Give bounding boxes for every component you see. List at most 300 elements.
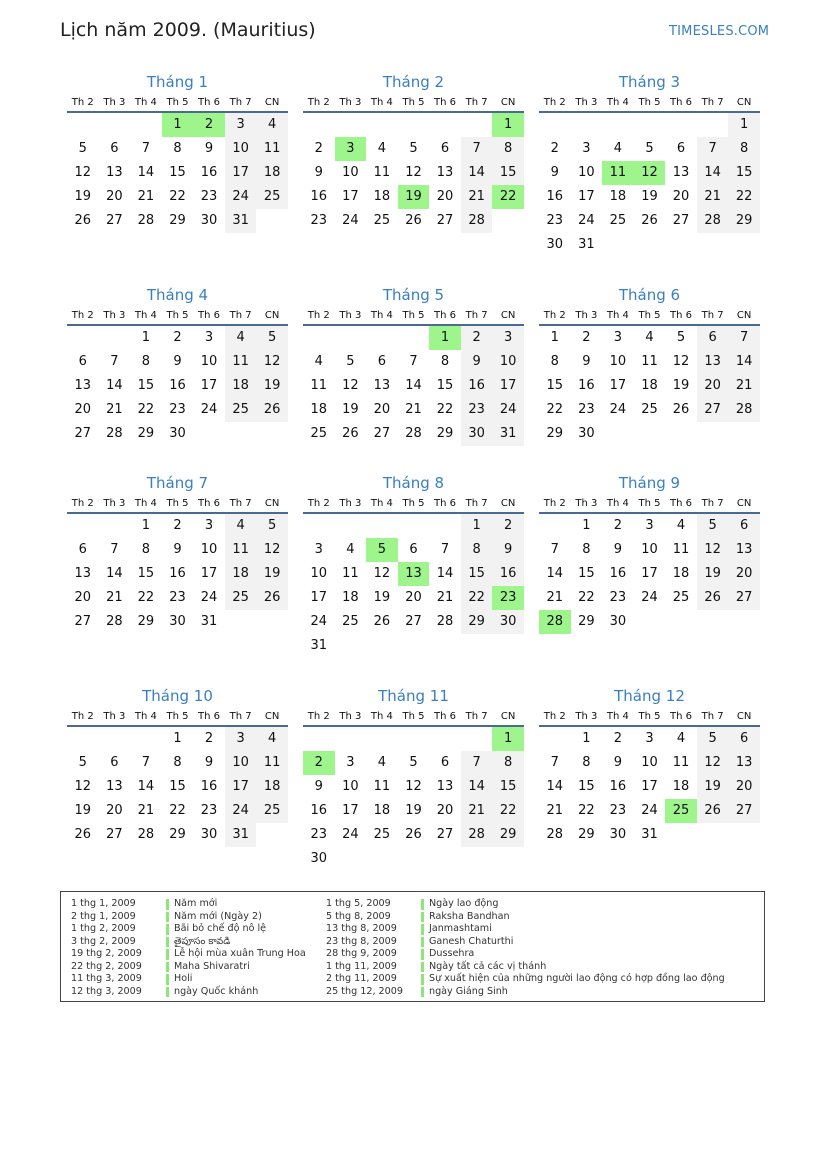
day-cell: 7	[141, 755, 151, 770]
empty-cell	[67, 727, 99, 751]
day-cell: 15	[169, 779, 186, 794]
day-cell: 26	[342, 426, 359, 441]
holiday-name: ngày Giáng Sinh	[429, 985, 508, 997]
day-cell: 22	[436, 402, 454, 417]
day-cell: 16	[578, 378, 595, 393]
day-cell: 17	[200, 378, 218, 393]
weekday-label: Th 7	[465, 97, 488, 108]
weekday-label: Th 5	[402, 711, 425, 722]
day-cell: 8	[550, 354, 559, 369]
weekday-label: Th 2	[307, 310, 330, 321]
day-cell: 10	[310, 566, 328, 581]
holiday-day-cell: 5	[366, 538, 398, 562]
weekday-label: Th 7	[701, 498, 724, 509]
weekday-label: Th 7	[701, 310, 724, 321]
day-cell: 7	[550, 755, 559, 770]
weekday-header	[303, 709, 524, 727]
day-cell: 15	[578, 566, 595, 581]
day-cell: 18	[310, 402, 328, 417]
day-grid	[67, 326, 288, 446]
day-cell: 6	[110, 755, 119, 770]
day-grid	[539, 727, 760, 847]
day-cell: 18	[256, 775, 288, 799]
day-grid	[67, 113, 288, 233]
day-cell: 28	[546, 827, 564, 842]
weekday-label: Th 2	[71, 711, 94, 722]
day-cell: 15	[137, 566, 155, 581]
weekday-label: Th 5	[638, 711, 661, 722]
month-title: Tháng 4	[146, 286, 209, 304]
day-cell: 21	[405, 402, 422, 417]
weekday-label: Th 6	[198, 498, 221, 509]
day-cell: 27	[373, 426, 391, 441]
weekday-label: Th 4	[370, 498, 393, 509]
day-cell: 17	[342, 189, 359, 204]
day-cell: 29	[492, 823, 524, 847]
weekday-label: CN	[500, 498, 516, 509]
day-cell: 5	[346, 354, 355, 369]
weekday-label: Th 2	[543, 711, 566, 722]
holiday-entry	[326, 948, 725, 961]
weekday-label: CN	[264, 711, 280, 722]
day-cell: 4	[613, 141, 623, 156]
day-cell: 16	[169, 566, 186, 581]
day-cell: 23	[169, 402, 186, 417]
holiday-day-cell: 28	[539, 610, 571, 634]
day-cell: 14	[546, 779, 564, 794]
day-cell: 14	[137, 165, 155, 180]
day-cell: 14	[405, 378, 422, 393]
empty-cell	[335, 326, 367, 350]
day-cell: 21	[728, 374, 760, 398]
weekday-label: Th 3	[103, 498, 126, 509]
day-cell: 2	[173, 330, 182, 345]
day-cell: 25	[672, 590, 690, 605]
day-cell: 2	[492, 514, 524, 538]
day-cell: 4	[256, 727, 288, 751]
weekday-label: Th 5	[166, 97, 189, 108]
day-cell: 13	[728, 538, 760, 562]
weekday-label: Th 7	[229, 498, 252, 509]
weekday-label: CN	[500, 97, 516, 108]
day-cell: 14	[106, 378, 123, 393]
holiday-day-cell: 12	[634, 161, 666, 185]
empty-cell	[130, 727, 162, 751]
day-cell: 5	[676, 330, 686, 345]
holiday-name: తైపూసం కావడి	[174, 935, 231, 947]
day-cell: 12	[672, 354, 690, 369]
day-cell: 19	[405, 803, 422, 818]
holiday-date: 28 thg 9, 2009	[326, 948, 397, 959]
day-cell: 17	[578, 189, 595, 204]
day-cell: 24	[342, 213, 359, 228]
day-cell: 22	[137, 590, 155, 605]
day-cell: 18	[342, 590, 359, 605]
day-cell: 11	[672, 542, 690, 557]
day-cell: 17	[609, 378, 627, 393]
day-cell: 1	[461, 514, 493, 538]
day-cell: 2	[613, 731, 623, 746]
day-cell: 4	[676, 731, 686, 746]
day-cell: 17	[200, 566, 218, 581]
day-cell: 19	[697, 562, 729, 586]
weekday-label: Th 2	[543, 97, 566, 108]
day-cell: 9	[204, 141, 214, 156]
day-cell: 30	[200, 827, 218, 842]
day-cell: 10	[492, 350, 524, 374]
holiday-day-cell: 22	[492, 185, 524, 209]
day-cell: 12	[405, 779, 422, 794]
day-cell: 5	[78, 141, 87, 156]
day-cell: 2	[613, 518, 623, 533]
day-cell: 14	[546, 566, 564, 581]
day-cell: 18	[609, 189, 627, 204]
day-cell: 20	[728, 775, 760, 799]
day-cell: 3	[346, 755, 355, 770]
day-cell: 28	[728, 398, 760, 422]
holiday-date: 25 thg 12, 2009	[326, 985, 403, 997]
holiday-list-left	[71, 898, 306, 998]
day-cell: 23	[310, 213, 328, 228]
day-cell: 17	[310, 590, 328, 605]
day-cell: 1	[550, 330, 559, 345]
day-cell: 9	[314, 779, 323, 794]
day-cell: 24	[342, 827, 359, 842]
day-cell: 1	[582, 518, 591, 533]
day-cell: 19	[74, 803, 92, 818]
empty-cell	[429, 727, 461, 751]
holiday-day-cell: 2	[193, 113, 225, 137]
month-title: Tháng 12	[614, 687, 685, 705]
day-cell: 10	[342, 779, 359, 794]
day-cell: 7	[697, 137, 729, 161]
weekday-label: Th 6	[198, 711, 221, 722]
day-cell: 20	[672, 189, 690, 204]
day-cell: 10	[609, 354, 627, 369]
day-cell: 12	[74, 165, 92, 180]
day-cell: 20	[106, 803, 123, 818]
weekday-label: Th 2	[307, 498, 330, 509]
day-cell: 28	[697, 209, 729, 233]
month-12	[539, 686, 760, 847]
holiday-marker-icon	[166, 899, 169, 910]
holiday-marker-icon	[166, 924, 169, 935]
month-title: Tháng 9	[618, 474, 681, 492]
day-cell: 31	[225, 209, 257, 233]
empty-cell	[634, 113, 666, 137]
holiday-date: 23 thg 8, 2009	[326, 935, 397, 947]
day-cell: 14	[436, 566, 454, 581]
holiday-entry	[71, 923, 306, 936]
day-cell: 10	[225, 751, 257, 775]
day-cell: 31	[578, 237, 595, 252]
day-cell: 28	[137, 213, 155, 228]
month-title: Tháng 6	[618, 286, 681, 304]
weekday-label: Th 5	[638, 310, 661, 321]
holiday-date: 1 thg 11, 2009	[326, 960, 397, 972]
weekday-label: Th 4	[606, 97, 629, 108]
day-cell: 15	[546, 378, 564, 393]
holiday-entry	[326, 986, 725, 999]
holiday-marker-icon	[421, 899, 424, 910]
day-cell: 24	[578, 213, 595, 228]
holiday-entry	[71, 936, 306, 949]
day-cell: 3	[225, 113, 257, 137]
day-cell: 6	[78, 542, 87, 557]
day-cell: 5	[256, 514, 288, 538]
day-cell: 20	[697, 374, 729, 398]
day-cell: 27	[106, 827, 123, 842]
day-cell: 8	[173, 755, 182, 770]
day-cell: 19	[641, 189, 658, 204]
holiday-entry	[326, 961, 725, 974]
day-cell: 4	[377, 755, 387, 770]
day-cell: 2	[550, 141, 559, 156]
month-5	[303, 285, 524, 446]
weekday-label: Th 5	[166, 498, 189, 509]
day-cell: 9	[173, 542, 182, 557]
day-cell: 29	[578, 614, 595, 629]
holiday-entry	[71, 961, 306, 974]
holiday-name: Năm mới	[174, 898, 218, 909]
holiday-marker-icon	[166, 912, 169, 923]
holiday-date: 2 thg 11, 2009	[326, 973, 397, 984]
day-cell: 11	[641, 354, 658, 369]
day-cell: 16	[310, 803, 328, 818]
day-cell: 12	[405, 165, 422, 180]
holiday-name: Ngày tất cả các vị thánh	[429, 960, 547, 972]
day-cell: 23	[546, 213, 564, 228]
empty-cell	[99, 514, 131, 538]
day-grid	[67, 514, 288, 634]
day-cell: 16	[200, 165, 218, 180]
day-cell: 29	[169, 213, 186, 228]
day-cell: 5	[697, 514, 729, 538]
holiday-marker-icon	[421, 987, 424, 998]
day-cell: 15	[436, 378, 454, 393]
day-cell: 25	[225, 586, 257, 610]
day-cell: 29	[137, 614, 155, 629]
day-cell: 22	[492, 799, 524, 823]
day-cell: 20	[106, 189, 123, 204]
day-cell: 5	[697, 727, 729, 751]
holiday-date: 22 thg 2, 2009	[71, 960, 142, 972]
weekday-label: Th 7	[229, 97, 252, 108]
day-cell: 5	[409, 141, 418, 156]
holiday-marker-icon	[421, 962, 424, 973]
weekday-label: Th 4	[370, 310, 393, 321]
weekday-label: CN	[500, 310, 516, 321]
day-cell: 31	[310, 638, 328, 653]
day-cell: 20	[373, 402, 391, 417]
day-cell: 20	[436, 803, 454, 818]
day-cell: 13	[436, 779, 454, 794]
day-cell: 30	[546, 237, 564, 252]
holiday-day-cell: 11	[602, 161, 634, 185]
day-cell: 18	[641, 378, 658, 393]
day-cell: 11	[225, 538, 257, 562]
day-cell: 7	[141, 141, 151, 156]
day-cell: 28	[436, 614, 454, 629]
weekday-label: Th 5	[638, 97, 661, 108]
weekday-label: Th 5	[402, 310, 425, 321]
day-cell: 8	[141, 542, 151, 557]
day-cell: 9	[613, 755, 623, 770]
empty-cell	[130, 113, 162, 137]
day-cell: 20	[728, 562, 760, 586]
weekday-label: Th 6	[670, 711, 693, 722]
day-cell: 27	[728, 799, 760, 823]
day-cell: 17	[225, 775, 257, 799]
day-cell: 19	[373, 590, 391, 605]
day-cell: 1	[582, 731, 591, 746]
weekday-label: Th 6	[198, 97, 221, 108]
day-cell: 6	[728, 727, 760, 751]
holiday-date: 3 thg 2, 2009	[71, 935, 136, 947]
empty-cell	[398, 514, 430, 538]
day-cell: 18	[225, 374, 257, 398]
weekday-label: Th 7	[465, 711, 488, 722]
day-cell: 26	[373, 614, 391, 629]
weekday-label: Th 4	[370, 97, 393, 108]
day-cell: 31	[200, 614, 218, 629]
day-cell: 30	[310, 851, 328, 866]
day-cell: 3	[204, 518, 214, 533]
day-cell: 24	[641, 803, 658, 818]
weekday-label: CN	[264, 97, 280, 108]
day-cell: 9	[492, 538, 524, 562]
empty-cell	[398, 113, 430, 137]
day-cell: 7	[440, 542, 450, 557]
day-cell: 27	[74, 426, 92, 441]
day-cell: 17	[492, 374, 524, 398]
day-cell: 6	[440, 141, 450, 156]
day-cell: 1	[141, 518, 151, 533]
weekday-header	[539, 496, 760, 514]
empty-cell	[67, 113, 99, 137]
day-cell: 10	[225, 137, 257, 161]
empty-cell	[99, 326, 131, 350]
empty-cell	[303, 326, 335, 350]
day-cell: 5	[256, 326, 288, 350]
day-cell: 16	[609, 566, 627, 581]
day-grid	[303, 326, 524, 446]
weekday-label: Th 6	[434, 498, 457, 509]
holiday-entry	[71, 948, 306, 961]
day-cell: 19	[342, 402, 359, 417]
weekday-header	[303, 95, 524, 113]
weekday-label: Th 6	[434, 310, 457, 321]
month-title: Tháng 8	[382, 474, 445, 492]
day-grid	[303, 514, 524, 658]
weekday-label: Th 3	[575, 711, 598, 722]
day-cell: 6	[110, 141, 119, 156]
day-cell: 22	[137, 402, 155, 417]
day-cell: 24	[310, 614, 328, 629]
day-cell: 9	[204, 755, 214, 770]
holiday-day-cell: 1	[492, 113, 524, 137]
weekday-header	[67, 496, 288, 514]
day-cell: 12	[373, 566, 391, 581]
empty-cell	[335, 113, 367, 137]
day-cell: 1	[141, 330, 151, 345]
day-cell: 8	[728, 137, 760, 161]
day-cell: 14	[137, 779, 155, 794]
day-cell: 14	[461, 775, 493, 799]
weekday-label: Th 5	[166, 310, 189, 321]
day-cell: 14	[728, 350, 760, 374]
day-cell: 12	[256, 350, 288, 374]
day-cell: 9	[613, 542, 623, 557]
weekday-label: Th 2	[307, 97, 330, 108]
day-cell: 18	[256, 161, 288, 185]
weekday-label: Th 3	[575, 498, 598, 509]
day-cell: 27	[106, 213, 123, 228]
day-cell: 29	[461, 610, 493, 634]
day-cell: 18	[225, 562, 257, 586]
weekday-label: Th 5	[166, 711, 189, 722]
holiday-day-cell: 23	[492, 586, 524, 610]
day-cell: 29	[169, 827, 186, 842]
holiday-entry	[71, 973, 306, 986]
day-grid	[539, 113, 760, 257]
month-9	[539, 473, 760, 634]
day-cell: 24	[492, 398, 524, 422]
brand-link[interactable]: TIMESLES.COM	[669, 24, 770, 39]
holiday-entry	[326, 911, 725, 924]
day-cell: 12	[256, 538, 288, 562]
day-cell: 25	[373, 827, 391, 842]
day-cell: 10	[342, 165, 359, 180]
day-cell: 6	[440, 755, 450, 770]
holiday-marker-icon	[166, 949, 169, 960]
empty-cell	[366, 113, 398, 137]
empty-cell	[303, 113, 335, 137]
day-cell: 15	[461, 562, 493, 586]
holiday-entry	[326, 973, 725, 986]
day-cell: 9	[582, 354, 591, 369]
day-cell: 19	[672, 378, 690, 393]
month-1	[67, 72, 288, 233]
day-cell: 18	[672, 566, 690, 581]
day-cell: 22	[728, 185, 760, 209]
month-11	[303, 686, 524, 871]
weekday-label: Th 2	[71, 97, 94, 108]
weekday-label: Th 7	[465, 498, 488, 509]
day-cell: 26	[256, 398, 288, 422]
month-3	[539, 72, 760, 257]
day-cell: 8	[440, 354, 450, 369]
weekday-label: Th 5	[638, 498, 661, 509]
holiday-name: Maha Shivaratri	[174, 960, 250, 972]
day-cell: 27	[697, 398, 729, 422]
day-cell: 18	[672, 779, 690, 794]
month-title: Tháng 2	[382, 73, 445, 91]
day-cell: 25	[256, 185, 288, 209]
day-cell: 3	[225, 727, 257, 751]
day-cell: 2	[173, 518, 182, 533]
day-cell: 23	[609, 590, 627, 605]
day-cell: 9	[461, 350, 493, 374]
holiday-marker-icon	[166, 974, 169, 985]
day-cell: 11	[373, 165, 391, 180]
day-cell: 28	[405, 426, 422, 441]
day-cell: 28	[137, 827, 155, 842]
day-cell: 19	[256, 374, 288, 398]
day-cell: 23	[461, 398, 493, 422]
holiday-date: 1 thg 5, 2009	[326, 898, 391, 909]
empty-cell	[303, 727, 335, 751]
